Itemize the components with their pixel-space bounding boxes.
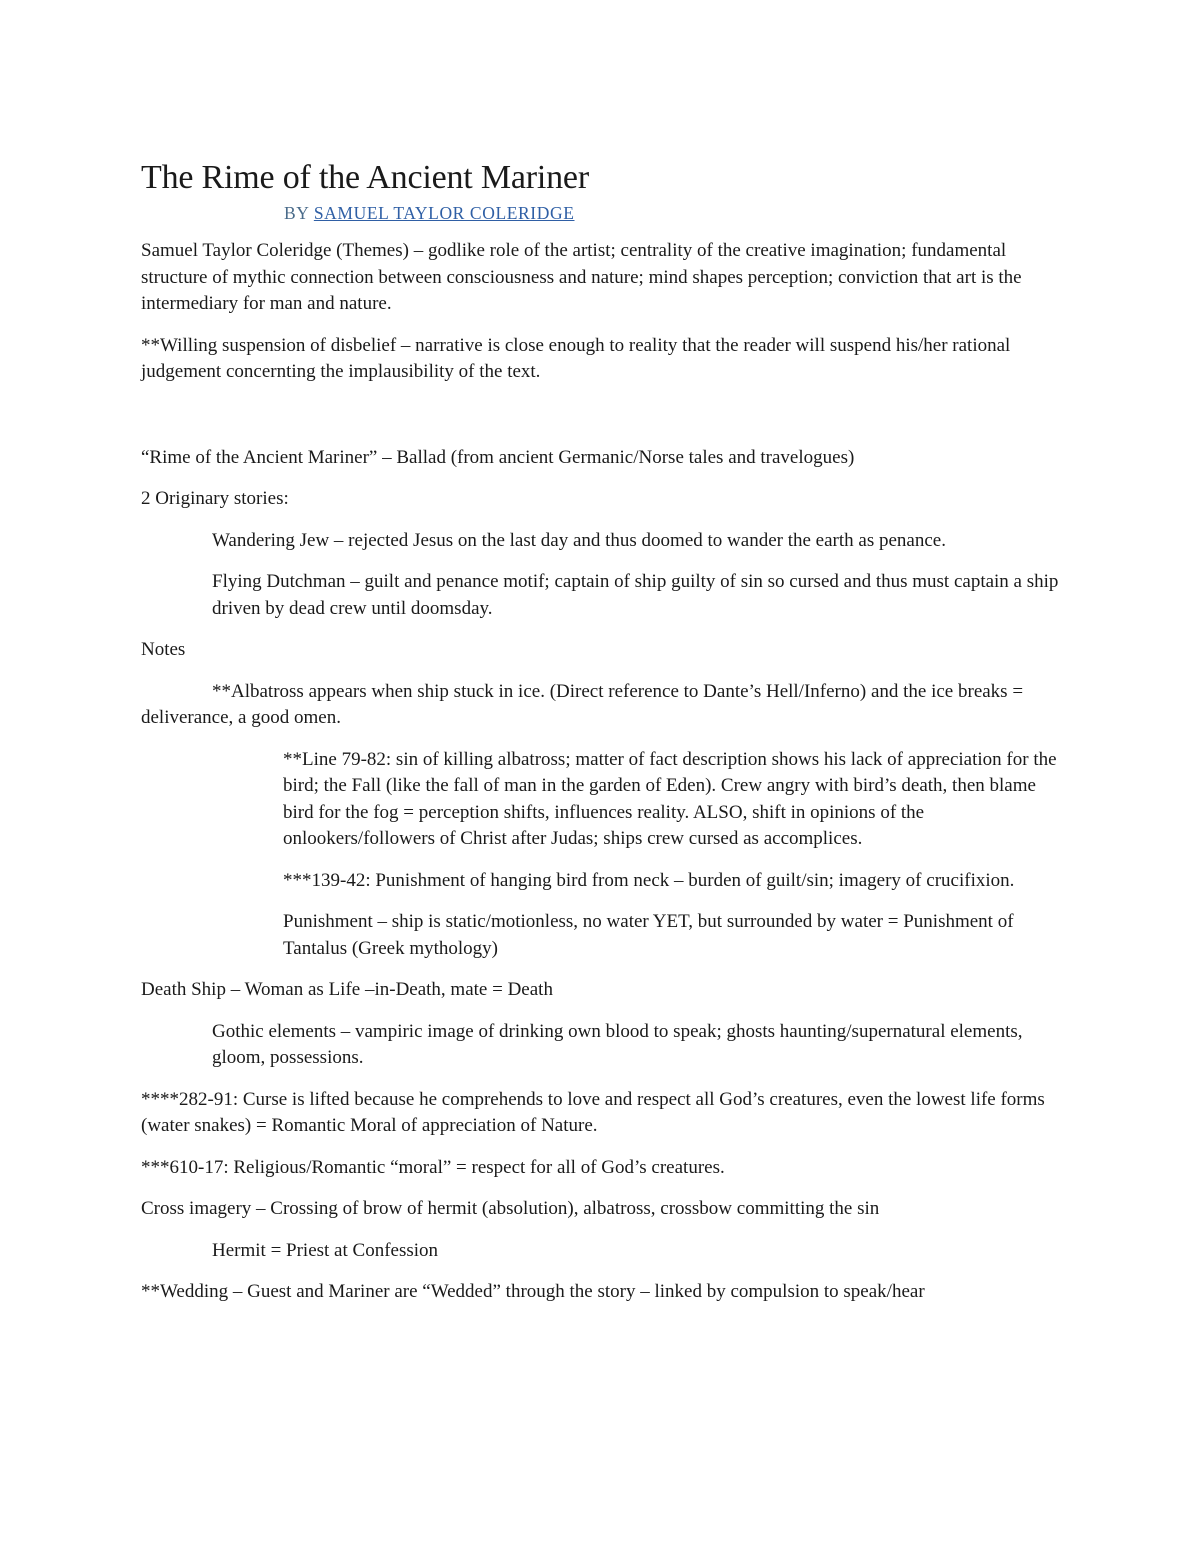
paragraph-cross-imagery: Cross imagery – Crossing of brow of hermit (absolution), albatross, crossbow committing the sin (141, 1198, 880, 1219)
paragraph-ballad: “Rime of the Ancient Mariner” – Ballad (from ancient Germanic/Norse tales and travelogues) (141, 446, 855, 468)
paragraph-610-17: ***610-17: Religious/Romantic “moral” = respect for all of God’s creatures. (141, 1156, 725, 1178)
document-title: The Rime of the Ancient Mariner (141, 159, 589, 196)
paragraph-death-ship: Death Ship – Woman as Life –in-Death, mate = Death (141, 979, 553, 1000)
paragraph-gothic-elements: Gothic elements – vampiric image of drinking own blood to speak; ghosts haunting/supernatural elements, gloom, possessions. (212, 1020, 1023, 1068)
paragraph-punishment: Punishment – ship is static/motionless, no water YET, but surrounded by water = Punishment of Tantalus (Greek mythology) (283, 911, 1014, 959)
paragraph-wedding: **Wedding – Guest and Mariner are “Wedded” through the story – linked by compulsion to speak/hear (141, 1281, 925, 1302)
paragraph-282-91: ****282-91: Curse is lifted because he comprehends to love and respect all God’s creatures, even the lowest life forms (water snakes) = Romantic Moral of appreciation of Nature. (141, 1088, 1045, 1136)
byline-prefix: BY (284, 203, 314, 223)
paragraph-flying-dutchman: Flying Dutchman – guilt and penance motif; captain of ship guilty of sin so cursed and thus must captain a ship driven by dead crew until doomsday. (212, 571, 1059, 619)
paragraph-themes: Samuel Taylor Coleridge (Themes) – godlike role of the artist; centrality of the creative imagination; fundamental structure of mythic connection between consciousness and nature; mind shapes perception; conviction that art is the intermediary for man and nature. (141, 240, 1022, 314)
paragraph-originary-stories: 2 Originary stories: (141, 488, 289, 509)
paragraph-139-42: ***139-42: Punishment of hanging bird from neck – burden of guilt/sin; imagery of crucifixion. (283, 869, 1015, 891)
paragraph-wandering-jew: Wandering Jew – rejected Jesus on the last day and thus doomed to wander the earth as penance. (212, 529, 946, 551)
paragraph-albatross: **Albatross appears when ship stuck in ice. (Direct reference to Dante’s Hell/Inferno) and the ice breaks = deliverance, a good omen. (141, 680, 1024, 728)
paragraph-notes-heading: Notes (141, 639, 186, 660)
paragraph-hermit: Hermit = Priest at Confession (212, 1239, 439, 1261)
paragraph-suspension-of-disbelief: **Willing suspension of disbelief – narrative is close enough to reality that the reader will suspend his/her rational judgement concernting the implausibility of the text. (141, 334, 1011, 382)
paragraph-line-79-82: **Line 79-82: sin of killing albatross; matter of fact description shows his lack of appreciation for the bird; the Fall (like the fall of man in the garden of Eden). Crew angry with bird’s death, then blame bird for the fog = perception shifts, influences reality. ALSO, shift in opinions of the onlookers/followers of Christ after Judas; ships crew cursed as accomplices. (283, 748, 1057, 849)
document-page (141, 158, 1061, 1306)
byline (284, 200, 1061, 226)
author-link[interactable]: SAMUEL TAYLOR COLERIDGE (313, 203, 575, 223)
